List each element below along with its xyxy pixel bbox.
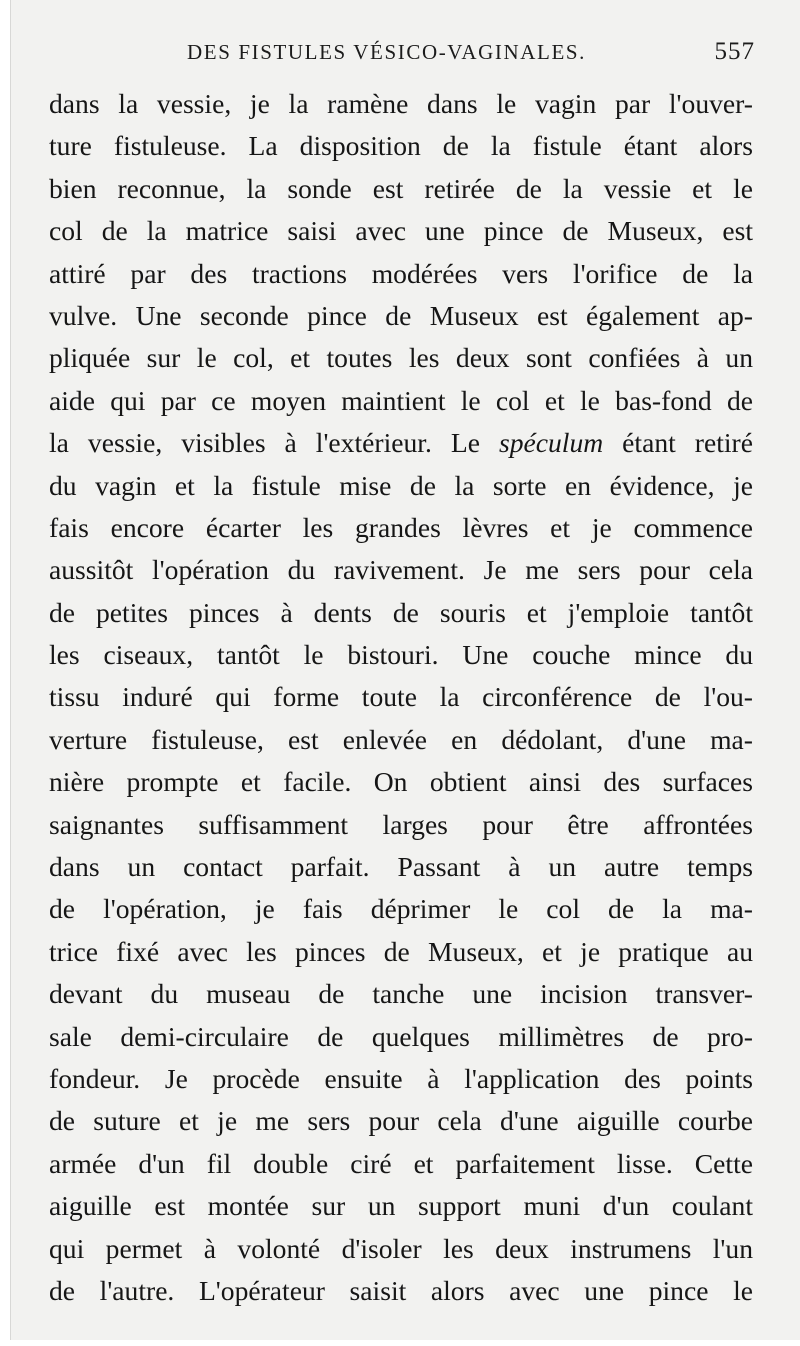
text-line	[49, 422, 753, 464]
text-segment: vulve. Une seconde pince de Museux est également ap-	[49, 299, 753, 331]
text-segment: du vagin et la fistule mise de la sorte en évidence, je	[49, 469, 753, 501]
text-line	[49, 210, 753, 252]
text-segment: bien reconnue, la sonde est retirée de la vessie et le	[49, 172, 753, 204]
text-segment: armée d'un fil double ciré et parfaitement lisse. Cette	[49, 1147, 753, 1179]
text-line	[49, 465, 753, 507]
text-line	[49, 549, 753, 591]
text-segment: nière prompte et facile. On obtient ainsi des surfaces	[49, 766, 753, 798]
text-segment: fondeur. Je procède ensuite à l'application des points	[49, 1062, 753, 1094]
text-segment: pliquée sur le col, et toutes les deux sont confiées à un	[49, 342, 753, 374]
text-line	[49, 1016, 753, 1058]
text-segment: col de la matrice saisi avec une pince de Museux, est	[49, 215, 753, 247]
text-line	[49, 253, 753, 295]
text-segment: aiguille est montée sur un support muni d'un coulant	[49, 1190, 753, 1222]
book-page	[10, 0, 800, 1340]
text-segment: aussitôt l'opération du ravivement. Je me sers pour cela	[49, 554, 753, 586]
text-segment: de petites pinces à dents de souris et j'emploie tantôt	[49, 596, 753, 628]
text-segment: trice fixé avec les pinces de Museux, et je pratique au	[49, 935, 753, 967]
text-segment: de suture et je me sers pour cela d'une aiguille courbe	[49, 1105, 753, 1137]
italic-term: spéculum	[498, 427, 604, 459]
text-segment: qui permet à volonté d'isoler les deux instrumens l'un	[49, 1232, 753, 1264]
text-line	[49, 973, 753, 1015]
text-line	[49, 1270, 753, 1312]
text-line	[49, 83, 753, 125]
text-segment: verture fistuleuse, est enlevée en dédolant, d'une ma-	[49, 723, 753, 755]
text-line	[49, 888, 753, 930]
text-line	[49, 1185, 753, 1227]
text-line	[49, 168, 753, 210]
text-line	[49, 676, 753, 718]
text-segment: dans un contact parfait. Passant à un autre temps	[49, 851, 753, 883]
text-line	[49, 846, 753, 888]
text-line	[49, 507, 753, 549]
text-segment: attiré par des tractions modérées vers l'orifice de la	[49, 257, 753, 289]
text-segment: sale demi-circulaire de quelques millimètres de pro-	[49, 1020, 753, 1052]
running-title: DES FISTULES VÉSICO-VAGINALES.	[187, 40, 587, 64]
text-segment: les ciseaux, tantôt le bistouri. Une couche mince du	[49, 639, 753, 671]
text-line	[49, 931, 753, 973]
text-line	[49, 1143, 753, 1185]
text-segment: saignantes suffisamment larges pour être affrontées	[49, 808, 753, 840]
page-header	[11, 34, 800, 70]
body-text	[49, 83, 753, 1312]
text-line	[49, 761, 753, 803]
text-line	[49, 1100, 753, 1142]
text-line	[49, 634, 753, 676]
text-line	[49, 380, 753, 422]
text-line	[49, 125, 753, 167]
text-segment: la vessie, visibles à l'extérieur. Le	[49, 427, 499, 459]
text-line	[49, 804, 753, 846]
page-number: 557	[714, 38, 755, 65]
text-line	[49, 719, 753, 761]
text-segment: tissu induré qui forme toute la circonférence de l'ou-	[49, 681, 753, 713]
text-line	[49, 592, 753, 634]
text-segment: dans la vessie, je la ramène dans le vagin par l'ouver-	[49, 88, 753, 119]
text-segment: fais encore écarter les grandes lèvres et je commence	[49, 511, 753, 543]
text-segment: devant du museau de tanche une incision transver-	[49, 978, 753, 1010]
text-line	[49, 295, 753, 337]
text-segment: étant retiré	[603, 427, 753, 459]
text-line	[49, 1058, 753, 1100]
text-segment: de l'opération, je fais déprimer le col de la ma-	[49, 893, 753, 925]
text-segment: de l'autre. L'opérateur saisit alors avec une pince le	[49, 1274, 753, 1306]
text-line	[49, 337, 753, 379]
text-line	[49, 1228, 753, 1270]
text-segment: ture fistuleuse. La disposition de la fistule étant alors	[49, 130, 753, 162]
text-segment: aide qui par ce moyen maintient le col et le bas-fond de	[49, 384, 753, 416]
